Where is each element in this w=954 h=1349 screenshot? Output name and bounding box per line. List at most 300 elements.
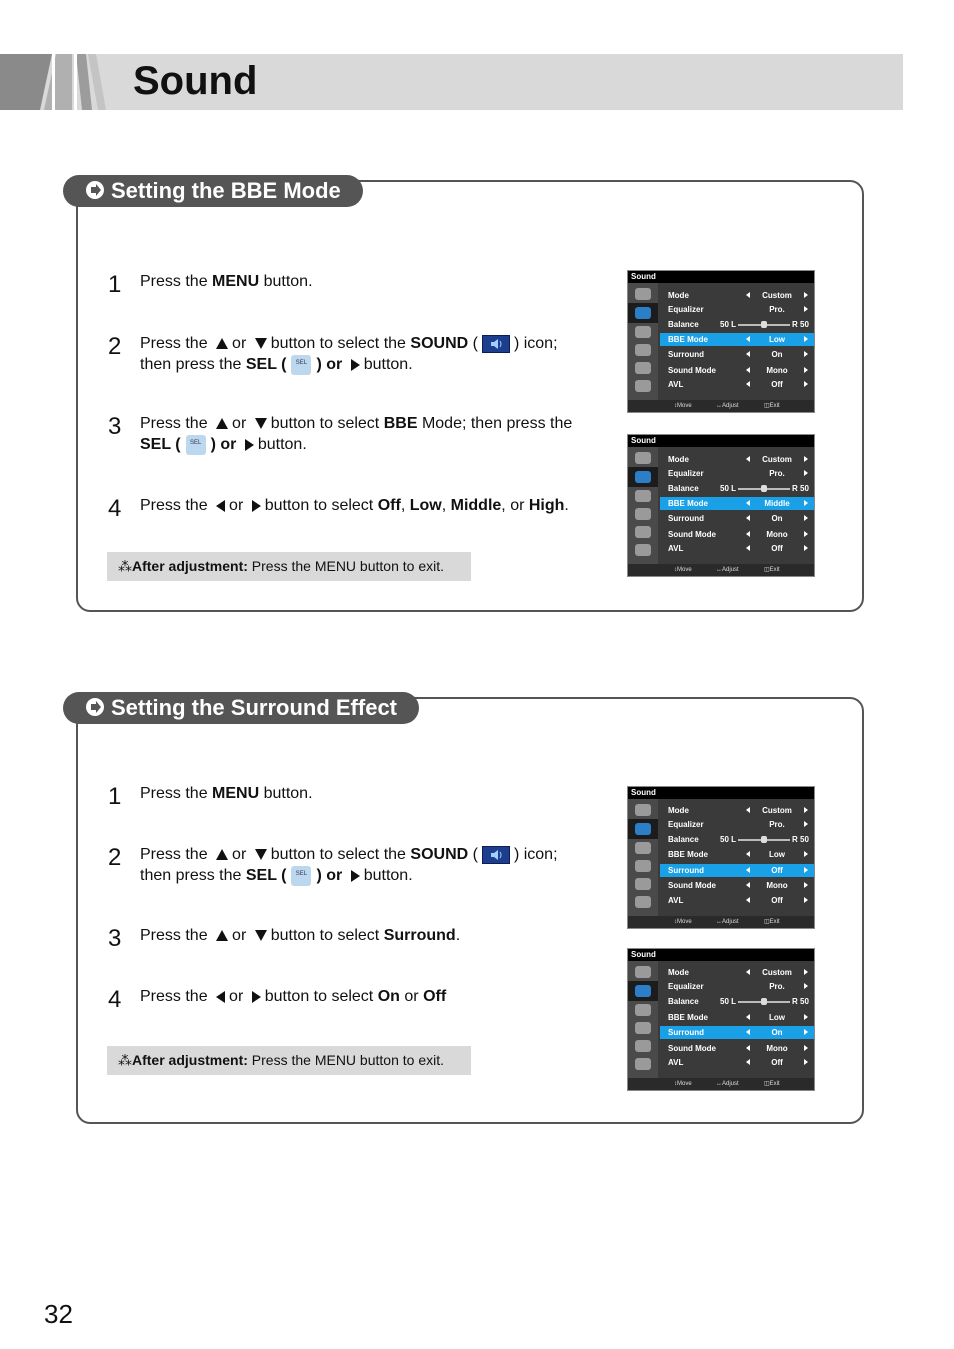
slider-knob <box>761 321 767 328</box>
right-arrow-icon <box>804 545 808 551</box>
input-icon <box>635 896 651 908</box>
setup-icon <box>635 842 651 854</box>
osd-label: Surround <box>668 866 704 875</box>
osd-row-surround <box>660 1026 814 1039</box>
osd-row-avl <box>660 378 814 391</box>
step-number: 1 <box>108 783 122 810</box>
step-text <box>140 495 569 516</box>
setup-icon <box>635 1004 651 1016</box>
osd-value: Pro. <box>769 820 785 829</box>
text: button to select <box>270 415 380 432</box>
adjust-hint: ↔ Adjust <box>716 564 722 576</box>
osd-value: Mono <box>766 1044 788 1053</box>
osd-sidebar <box>628 283 658 400</box>
left-arrow-icon <box>746 1045 750 1051</box>
adjust-label: Adjust <box>722 919 739 925</box>
osd-label: Mode <box>668 806 689 815</box>
step-text <box>140 925 460 946</box>
text: ( <box>472 846 478 863</box>
osd-row-mode <box>660 966 814 979</box>
page-title: Sound <box>133 59 258 103</box>
osd-label: Balance <box>668 320 699 329</box>
menu-label: MENU <box>212 273 260 290</box>
osd-label: Mode <box>668 968 689 977</box>
balance-left: 50 L <box>720 835 737 844</box>
sound-icon <box>635 471 651 483</box>
picture-icon <box>635 452 651 464</box>
text: button. <box>363 356 413 373</box>
text: button to select <box>264 988 374 1005</box>
section-title-surround <box>63 692 419 724</box>
left-arrow-icon <box>746 336 750 342</box>
osd-row-bbe-mode <box>660 848 814 861</box>
osd-value: Custom <box>762 806 792 815</box>
section-title-text: Setting the Surround Effect <box>111 695 397 720</box>
text: button to select the <box>270 846 406 863</box>
adjust-label: Adjust <box>722 403 739 409</box>
osd-value: Off <box>771 896 783 905</box>
sound-icon <box>482 846 510 864</box>
channel-icon <box>635 860 651 872</box>
text: button to select the <box>270 335 406 352</box>
osd-label: Sound Mode <box>668 1044 716 1053</box>
text: ) or <box>316 867 343 884</box>
sel-icon-label: SEL <box>295 359 308 366</box>
right-arrow-icon <box>252 500 261 512</box>
osd-sidebar <box>628 799 658 916</box>
adjust-label: Adjust <box>722 1081 739 1087</box>
text: ) icon; <box>513 335 558 352</box>
osd-row-balance <box>660 995 814 1008</box>
osd-label: AVL <box>668 380 684 389</box>
balance-slider <box>738 324 790 326</box>
note-star-icon: ⁂ <box>118 1052 132 1068</box>
move-label: Move <box>677 919 692 925</box>
osd-title: Sound <box>628 271 814 283</box>
right-arrow-icon <box>804 897 808 903</box>
note-label: After adjustment: <box>132 558 248 574</box>
adjust-hint: ↔ Adjust <box>716 400 722 412</box>
sound-label: SOUND <box>410 846 469 863</box>
sel-button-icon <box>291 355 311 375</box>
left-arrow-icon <box>746 515 750 521</box>
osd-row-bbe-mode <box>660 1011 814 1024</box>
osd-footer <box>628 1078 814 1090</box>
up-arrow-icon <box>216 930 228 941</box>
osd-label: Mode <box>668 455 689 464</box>
function-icon <box>635 362 651 374</box>
osd-row-bbe-mode <box>660 333 814 346</box>
osd-row-surround <box>660 512 814 525</box>
text: , <box>441 497 447 514</box>
osd-row-equalizer <box>660 303 814 316</box>
osd-value: Low <box>769 335 785 344</box>
function-icon <box>635 1040 651 1052</box>
left-arrow-icon <box>746 292 750 298</box>
osd-value: Off <box>771 380 783 389</box>
osd-label: Mode <box>668 291 689 300</box>
osd-row-surround <box>660 348 814 361</box>
osd-label: Surround <box>668 1028 704 1037</box>
step-number: 1 <box>108 271 122 298</box>
osd-label: BBE Mode <box>668 1013 708 1022</box>
osd-label: Sound Mode <box>668 366 716 375</box>
text: Press the <box>140 497 208 514</box>
osd-label: BBE Mode <box>668 335 708 344</box>
osd-label: Sound Mode <box>668 881 716 890</box>
left-arrow-icon <box>746 545 750 551</box>
text: Press the <box>140 415 208 432</box>
osd-value: Off <box>771 1058 783 1067</box>
left-arrow-icon <box>746 851 750 857</box>
left-arrow-icon <box>746 351 750 357</box>
osd-label: AVL <box>668 1058 684 1067</box>
osd-row-avl <box>660 542 814 555</box>
section-title-bbe <box>63 175 363 207</box>
sound-label: SOUND <box>410 335 469 352</box>
left-arrow-icon <box>746 807 750 813</box>
step-number: 4 <box>108 986 122 1013</box>
note-text: Press the MENU button to exit. <box>247 1052 444 1068</box>
text: , <box>400 497 406 514</box>
right-arrow-icon <box>804 381 808 387</box>
left-arrow-icon <box>746 882 750 888</box>
down-arrow-icon <box>255 930 267 941</box>
exit-label: Exit <box>769 919 780 925</box>
osd-value: Low <box>769 1013 785 1022</box>
text: Press the <box>140 846 208 863</box>
osd-value: Mono <box>766 530 788 539</box>
right-arrow-icon <box>804 969 808 975</box>
right-arrow-icon <box>804 351 808 357</box>
channel-icon <box>635 508 651 520</box>
step-number: 2 <box>108 333 122 360</box>
balance-right: R 50 <box>792 835 809 844</box>
text: , or <box>501 497 525 514</box>
exit-label: Exit <box>769 1081 780 1087</box>
left-arrow-icon <box>746 500 750 506</box>
step-number: 3 <box>108 413 122 440</box>
left-arrow-icon <box>746 969 750 975</box>
text: ( <box>472 335 478 352</box>
osd-value: Pro. <box>769 982 785 991</box>
osd-label: Equalizer <box>668 469 704 478</box>
sound-icon <box>635 307 651 319</box>
osd-row-mode <box>660 453 814 466</box>
picture-icon <box>635 804 651 816</box>
right-arrow-icon <box>804 1014 808 1020</box>
balance-slider <box>738 1001 790 1003</box>
sel-label: SEL ( <box>245 867 287 884</box>
osd-row-sound-mode <box>660 1042 814 1055</box>
text: or <box>232 415 247 432</box>
up-arrow-icon <box>216 418 228 429</box>
sel-icon-label: SEL <box>295 870 308 877</box>
right-arrow-icon <box>804 807 808 813</box>
osd-row-balance <box>660 318 814 331</box>
osd-menu-bbe-middle <box>627 434 815 577</box>
text: . <box>564 497 569 514</box>
text: or <box>232 846 247 863</box>
osd-row-mode <box>660 804 814 817</box>
osd-row-mode <box>660 289 814 302</box>
osd-title: Sound <box>628 949 814 961</box>
page-number: 32 <box>44 1299 73 1329</box>
sound-icon <box>635 985 651 997</box>
picture-icon <box>635 966 651 978</box>
osd-value: Mono <box>766 881 788 890</box>
exit-label: Exit <box>769 403 780 409</box>
down-arrow-icon <box>255 338 267 349</box>
slider-knob <box>761 485 767 492</box>
after-adjustment-note <box>107 1046 471 1075</box>
osd-label: Equalizer <box>668 820 704 829</box>
osd-label: Equalizer <box>668 982 704 991</box>
text: ) icon; <box>513 846 558 863</box>
option-low: Low <box>409 497 442 514</box>
balance-left: 50 L <box>720 320 737 329</box>
right-arrow-icon <box>351 359 360 371</box>
left-arrow-icon <box>746 1014 750 1020</box>
osd-label: BBE Mode <box>668 499 708 508</box>
right-arrow-icon <box>351 870 360 882</box>
osd-label: Balance <box>668 484 699 493</box>
note-text: Press the MENU button to exit. <box>247 558 444 574</box>
step-text <box>140 844 558 886</box>
osd-row-bbe-mode <box>660 497 814 510</box>
section-title-text: Setting the BBE Mode <box>111 178 341 203</box>
osd-footer <box>628 916 814 928</box>
option-middle: Middle <box>450 497 502 514</box>
header-stripes <box>0 54 110 110</box>
input-icon <box>635 544 651 556</box>
exit-hint: ◫ Exit <box>764 916 770 928</box>
note-label: After adjustment: <box>132 1052 248 1068</box>
osd-row-surround <box>660 864 814 877</box>
left-arrow-icon <box>216 991 225 1003</box>
exit-hint: ◫ Exit <box>764 564 770 576</box>
osd-label: Balance <box>668 835 699 844</box>
osd-row-balance <box>660 482 814 495</box>
osd-sidebar <box>628 961 658 1078</box>
left-arrow-icon <box>746 1029 750 1035</box>
left-arrow-icon <box>746 897 750 903</box>
slider-knob <box>761 836 767 843</box>
osd-value: On <box>771 1028 783 1037</box>
left-arrow-icon <box>746 367 750 373</box>
up-arrow-icon <box>216 849 228 860</box>
right-arrow-icon <box>804 983 808 989</box>
text: button. <box>259 785 313 802</box>
step-text <box>140 986 446 1007</box>
osd-value: Low <box>769 850 785 859</box>
sel-label: SEL ( <box>245 356 287 373</box>
right-arrow-icon <box>804 515 808 521</box>
osd-label: AVL <box>668 896 684 905</box>
adjust-hint: ↔ Adjust <box>716 1078 722 1090</box>
left-arrow-icon <box>216 500 225 512</box>
down-arrow-icon <box>255 849 267 860</box>
osd-title: Sound <box>628 787 814 799</box>
exit-hint: ◫ Exit <box>764 400 770 412</box>
bbe-label: BBE <box>383 415 418 432</box>
sel-icon-label: SEL <box>189 439 202 446</box>
setup-icon <box>635 326 651 338</box>
right-arrow-icon <box>804 1059 808 1065</box>
osd-value: Mono <box>766 366 788 375</box>
sound-icon <box>482 335 510 353</box>
text: button. <box>363 867 413 884</box>
text: button. <box>257 436 307 453</box>
down-arrow-icon <box>255 418 267 429</box>
osd-value: Custom <box>762 291 792 300</box>
osd-value: On <box>771 350 783 359</box>
channel-icon <box>635 344 651 356</box>
balance-left: 50 L <box>720 484 737 493</box>
text: then press the <box>140 867 242 884</box>
arrow-circle-icon <box>85 180 105 200</box>
step-number: 2 <box>108 844 122 871</box>
text: button to select <box>264 497 374 514</box>
text: Press the <box>140 927 208 944</box>
osd-row-avl <box>660 1056 814 1069</box>
osd-menu-surround-on <box>627 948 815 1091</box>
left-arrow-icon <box>746 867 750 873</box>
text: ) or <box>210 436 237 453</box>
move-label: Move <box>677 1081 692 1087</box>
text: Press the <box>140 273 213 290</box>
surround-label: Surround <box>383 927 456 944</box>
sel-label: SEL ( <box>140 436 181 453</box>
step-text <box>140 413 572 455</box>
osd-value: Off <box>771 544 783 553</box>
slider-knob <box>761 998 767 1005</box>
osd-row-equalizer <box>660 818 814 831</box>
balance-right: R 50 <box>792 484 809 493</box>
text: or <box>404 988 419 1005</box>
text: Press the <box>140 988 208 1005</box>
function-icon <box>635 878 651 890</box>
osd-value: Middle <box>764 499 790 508</box>
right-arrow-icon <box>804 851 808 857</box>
option-on: On <box>377 988 400 1005</box>
text: Mode; then press the <box>421 415 573 432</box>
right-arrow-icon <box>804 292 808 298</box>
osd-value: Off <box>771 866 783 875</box>
osd-label: Surround <box>668 514 704 523</box>
note-star-icon: ⁂ <box>118 558 132 574</box>
right-arrow-icon <box>804 470 808 476</box>
input-icon <box>635 1058 651 1070</box>
balance-left: 50 L <box>720 997 737 1006</box>
setup-icon <box>635 490 651 502</box>
osd-menu-bbe-low <box>627 270 815 413</box>
move-hint: ↕ Move <box>674 1078 677 1090</box>
right-arrow-icon <box>804 1045 808 1051</box>
move-label: Move <box>677 567 692 573</box>
adjust-hint: ↔ Adjust <box>716 916 722 928</box>
osd-value: Pro. <box>769 305 785 314</box>
osd-title: Sound <box>628 435 814 447</box>
right-arrow-icon <box>804 306 808 312</box>
text: or <box>232 927 247 944</box>
right-arrow-icon <box>804 456 808 462</box>
move-hint: ↕ Move <box>674 564 677 576</box>
text: or <box>229 988 244 1005</box>
step-text <box>140 271 313 292</box>
osd-label: Equalizer <box>668 305 704 314</box>
option-high: High <box>528 497 565 514</box>
text: then press the <box>140 356 242 373</box>
sound-icon <box>635 823 651 835</box>
left-arrow-icon <box>746 1059 750 1065</box>
osd-label: Balance <box>668 997 699 1006</box>
right-arrow-icon <box>804 500 808 506</box>
text: Press the <box>140 335 208 352</box>
input-icon <box>635 380 651 392</box>
text: ) or <box>316 356 343 373</box>
left-arrow-icon <box>746 456 750 462</box>
balance-right: R 50 <box>792 997 809 1006</box>
osd-value: Pro. <box>769 469 785 478</box>
right-arrow-icon <box>804 882 808 888</box>
osd-row-balance <box>660 833 814 846</box>
balance-slider <box>738 839 790 841</box>
move-hint: ↕ Move <box>674 400 677 412</box>
right-arrow-icon <box>804 367 808 373</box>
right-arrow-icon <box>804 1029 808 1035</box>
text: Press the <box>140 785 213 802</box>
osd-footer <box>628 400 814 412</box>
right-arrow-icon <box>252 991 261 1003</box>
osd-value: On <box>771 514 783 523</box>
right-arrow-icon <box>804 821 808 827</box>
right-arrow-icon <box>804 867 808 873</box>
step-number: 4 <box>108 495 122 522</box>
osd-label: Surround <box>668 350 704 359</box>
option-off: Off <box>423 988 447 1005</box>
arrow-circle-icon <box>85 697 105 717</box>
left-arrow-icon <box>746 531 750 537</box>
osd-value: Custom <box>762 968 792 977</box>
sel-button-icon <box>291 866 311 886</box>
osd-label: BBE Mode <box>668 850 708 859</box>
text: or <box>229 497 244 514</box>
balance-slider <box>738 488 790 490</box>
exit-label: Exit <box>769 567 780 573</box>
osd-menu-surround-off <box>627 786 815 929</box>
right-arrow-icon <box>804 531 808 537</box>
adjust-label: Adjust <box>722 567 739 573</box>
move-hint: ↕ Move <box>674 916 677 928</box>
balance-right: R 50 <box>792 320 809 329</box>
step-number: 3 <box>108 925 122 952</box>
osd-value: Custom <box>762 455 792 464</box>
osd-row-sound-mode <box>660 364 814 377</box>
up-arrow-icon <box>216 338 228 349</box>
osd-sidebar <box>628 447 658 564</box>
osd-row-sound-mode <box>660 528 814 541</box>
osd-label: Sound Mode <box>668 530 716 539</box>
osd-footer <box>628 564 814 576</box>
picture-icon <box>635 288 651 300</box>
right-arrow-icon <box>804 336 808 342</box>
text: . <box>455 927 461 944</box>
channel-icon <box>635 1022 651 1034</box>
step-text <box>140 783 313 804</box>
move-label: Move <box>677 403 692 409</box>
left-arrow-icon <box>746 381 750 387</box>
